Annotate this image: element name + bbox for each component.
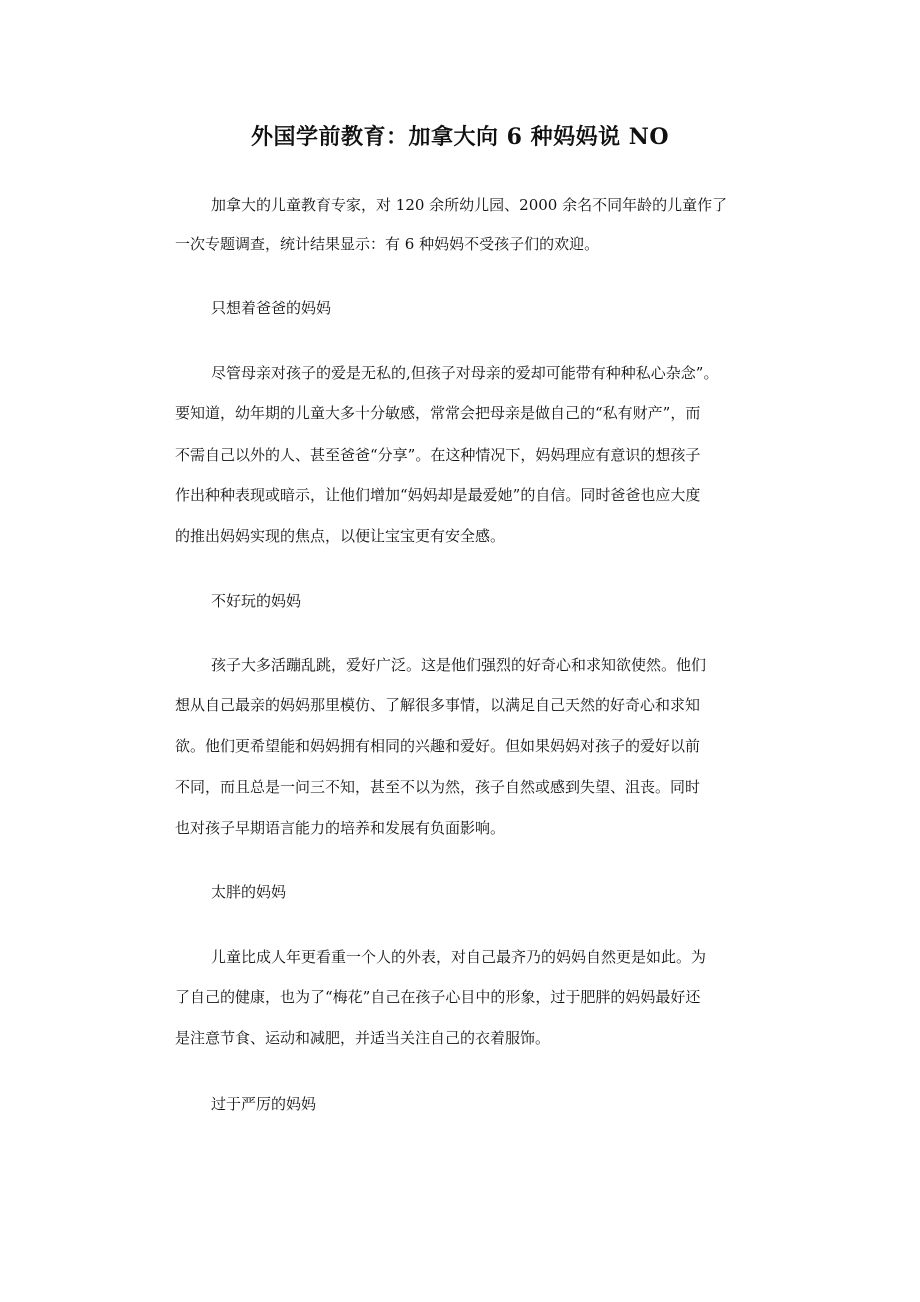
section-heading-dad: 只想着爸爸的妈妈: [211, 299, 332, 317]
section-3-line-1: 儿童比成人年更看重一个人的外表，对自己最齐乃的妈妈自然更是如此。为: [211, 948, 707, 966]
section-1-line-2: 要知道，幼年期的儿童大多十分敏感，常常会把母亲是做自己的“私有财产”，而: [175, 404, 701, 422]
section-2-line-2: 想从自己最亲的妈妈那里模仿、了解很多事情，以满足自己天然的好奇心和求知: [175, 696, 701, 714]
section-2-line-4: 不同，而且总是一问三不知，甚至不以为然，孩子自然或感到失望、沮丧。同时: [175, 778, 701, 796]
document-title: 外国学前教育：加拿大向 6 种妈妈说 NO: [250, 124, 670, 150]
section-1-line-1: 尽管母亲对孩子的爱是无私的,但孩子对母亲的爱却可能带有种种私心杂念”。: [211, 364, 719, 382]
section-heading-overweight: 太胖的妈妈: [211, 883, 287, 901]
section-heading-not-fun: 不好玩的妈妈: [211, 592, 302, 610]
section-3-line-2: 了自己的健康，也为了“梅花”自己在孩子心目中的形象，过于肥胖的妈妈最好还: [175, 988, 701, 1006]
section-2-line-3: 欲。他们更希望能和妈妈拥有相同的兴趣和爱好。但如果妈妈对孩子的爱好以前: [175, 737, 701, 755]
intro-line-1: 加拿大的儿童教育专家，对 120 余所幼儿园、2000 余名不同年龄的儿童作了: [211, 196, 728, 214]
section-3-line-3: 是注意节食、运动和减肥，并适当关注自己的衣着服饰。: [175, 1029, 551, 1047]
intro-line-2: 一次专题调查，统计结果显示：有 6 种妈妈不受孩子们的欢迎。: [175, 235, 600, 253]
section-heading-strict: 过于严厉的妈妈: [211, 1095, 317, 1113]
section-2-line-1: 孩子大多活蹦乱跳，爱好广泛。这是他们强烈的好奇心和求知欲使然。他们: [211, 656, 707, 674]
section-1-line-3: 不需自己以外的人、甚至爸爸“分享”。在这种情况下，妈妈理应有意识的想孩子: [175, 446, 701, 464]
section-1-line-4: 作出种种表现或暗示，让他们增加“妈妈却是最爱她”的自信。同时爸爸也应大度: [175, 486, 701, 504]
section-2-line-5: 也对孩子早期语言能力的培养和发展有负面影响。: [175, 819, 506, 837]
section-1-line-5: 的推出妈妈实现的焦点，以便让宝宝更有安全感。: [175, 527, 506, 545]
